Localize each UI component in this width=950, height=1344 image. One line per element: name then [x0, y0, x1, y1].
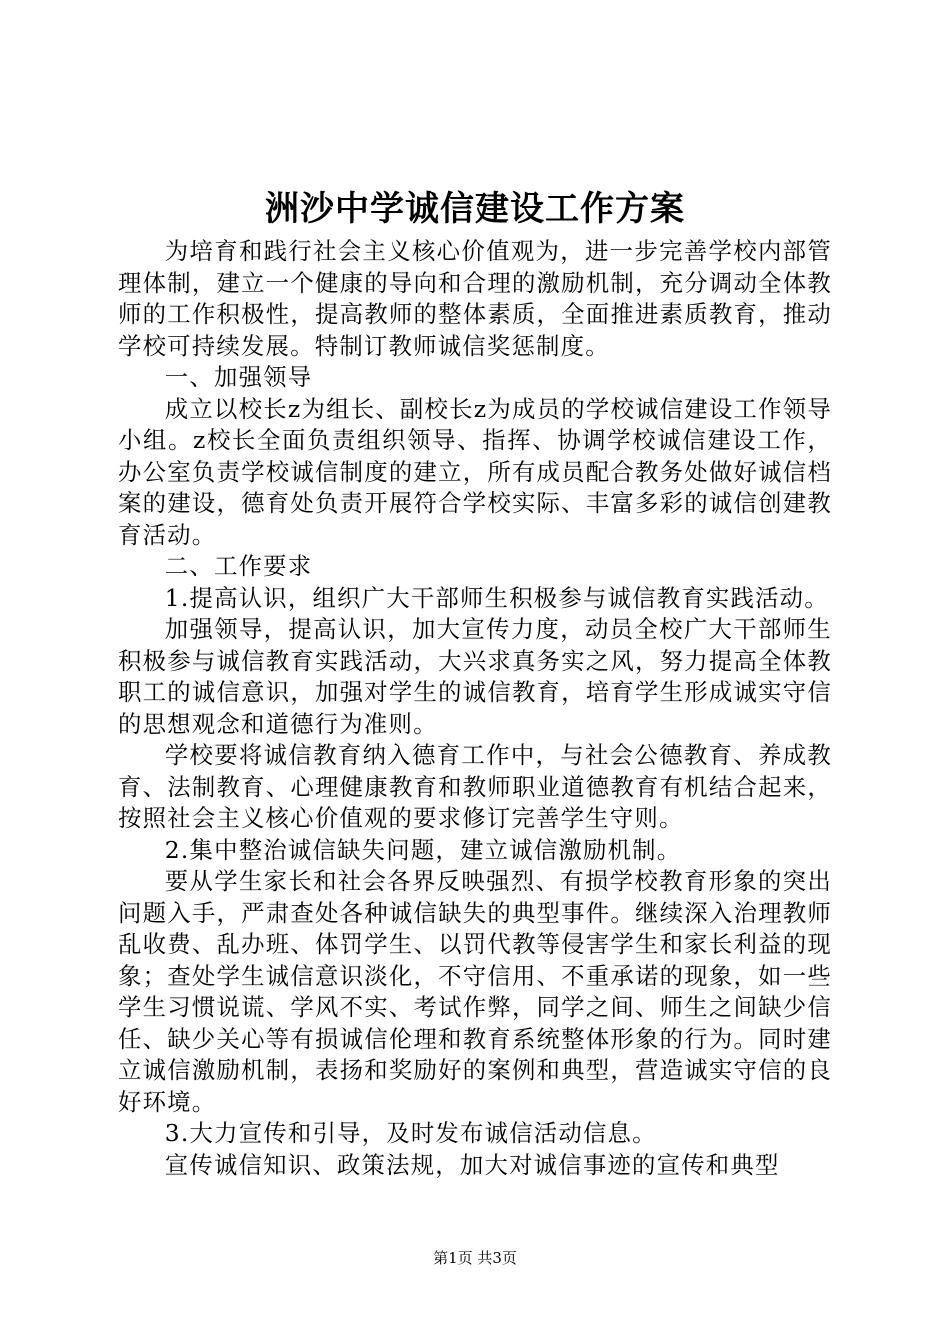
section-heading-leadership: 一、加强领导	[164, 363, 313, 391]
paragraph-intro: 为培育和践行社会主义核心价值观为，进一步完善学校内部管理体制，建立一个健康的导向和合理的激励机制，充分调动全体教师的工作积极性，提高教师的整体素质，全面推进素质教育，推动学校可持续发展。特制订教师诚信奖惩制度。	[118, 237, 832, 360]
subheading-awareness: 1.提高认识，组织广大干部师生积极参与诚信教育实践活动。	[164, 583, 829, 612]
paragraph-leadership: 成立以校长z为组长、副校长z为成员的学校诚信建设工作领导小组。z校长全面负责组织领导、指挥、协调学校诚信建设工作，办公室负责学校诚信制度的建立，所有成员配合教务处做好诚信档案的建设，德育处负责开展符合学校实际、丰富多彩的诚信创建教育活动。	[118, 394, 832, 549]
subheading-rectification: 2.集中整治诚信缺失问题，建立诚信激励机制。	[164, 835, 682, 864]
paragraph-awareness: 加强领导，提高认识，加大宣传力度，动员全校广大干部师生积极参与诚信教育实践活动，大兴求真务实之风，努力提高全体教职工的诚信意识，加强对学生的诚信教育，培育学生形成诚实守信的思想观念和道德行为准则。	[118, 615, 832, 738]
paragraph-publicity: 宣传诚信知识、政策法规，加大对诚信事迹的宣传和典型	[164, 1150, 780, 1179]
paragraph-moral-education: 学校要将诚信教育纳入德育工作中，与社会公德教育、养成教育、法制教育、心理健康教育和教师职业道德教育有机结合起来，按照社会主义核心价值观的要求修订完善学生守则。	[118, 741, 832, 832]
document-body	[118, 236, 832, 1181]
section-heading-requirements: 二、工作要求	[164, 552, 313, 580]
subheading-publicity: 3.大力宣传和引导，及时发布诚信活动信息。	[164, 1119, 657, 1147]
document-title: 洲沙中学诚信建设工作方案	[265, 189, 685, 229]
paragraph-rectification: 要从学生家长和社会各界反映强烈、有损学校教育形象的突出问题入手，严肃查处各种诚信缺失的典型事件。继续深入治理教师乱收费、乱办班、体罚学生、以罚代教等侵害学生和家长利益的现象；查处学生诚信意识淡化，不守信用、不重承诺的现象，如一些学生习惯说谎、学风不实、考试作弊，同学之间、师生之间缺少信任、缺少关心等有损诚信伦理和教育系统整体形象的行为。同时建立诚信激励机制，表扬和奖励好的案例和典型，营造诚实守信的良好环境。	[118, 867, 832, 1116]
page-footer: 第1页 共3页	[433, 1249, 517, 1267]
